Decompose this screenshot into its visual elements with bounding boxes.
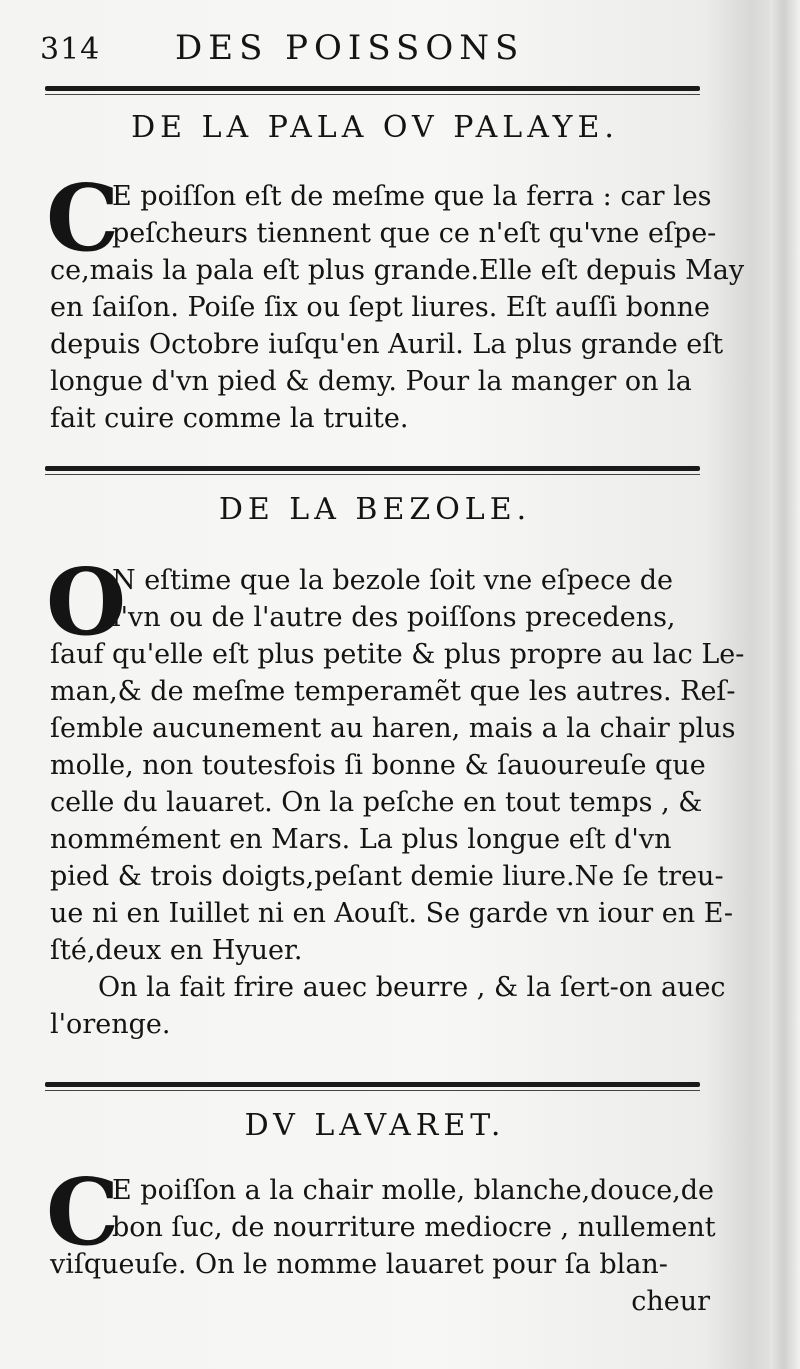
section-text-lavaret [46, 1158, 716, 1320]
section-heading-pala: DE LA PALA OV PALAYE. [131, 110, 619, 145]
section-text-pala [46, 164, 745, 437]
text-line: E poiſſon eſt de meſme que la ferra : car les [112, 181, 712, 212]
section-rule [45, 1082, 700, 1087]
text-line: ue ni en Iuillet ni en Aouſt. Se garde vn iour en E- [50, 898, 734, 929]
running-head [40, 22, 720, 74]
text-line: man,& de meſme temperamẽt que les autres. Reſ- [50, 676, 736, 707]
text-line: ſauf qu'elle eſt plus petite & plus propre au lac Le- [50, 639, 745, 670]
text-line: bon ſuc, de nourriture mediocre , nullement [112, 1212, 716, 1243]
text-line: celle du lauaret. On la peſche en tout temps , & [50, 787, 703, 818]
running-title: DES POISSONS [175, 28, 525, 68]
text-line: ſemble aucunement au haren, mais a la chair plus [50, 713, 736, 744]
text-line: l'orenge. [50, 1009, 171, 1040]
text-line: E poiſſon a la chair molle, blanche,douce,de [112, 1175, 715, 1206]
catchword: cheur [631, 1286, 710, 1317]
section-heading-bezole: DE LA BEZOLE. [218, 492, 532, 527]
text-line: On la fait frire auec beurre , & la ſert-on auec [98, 972, 726, 1003]
text-line: molle, non toutesfois ſi bonne & ſauoureuſe que [50, 750, 706, 781]
text-line: pied & trois doigts,peſant demie liure.Ne ſe treu- [50, 861, 724, 892]
drop-cap: C [46, 164, 120, 272]
text-line: fait cuire comme la truite. [50, 403, 409, 434]
text-line: depuis Octobre iuſqu'en Auril. La plus grande eſt [50, 329, 724, 360]
header-rule [45, 86, 700, 91]
text-line: peſcheurs tiennent que ce n'eſt qu'vne eſpe- [112, 218, 717, 249]
page-number: 314 [40, 32, 101, 67]
text-line: viſqueuſe. On le nomme lauaret pour ſa blan- [50, 1249, 668, 1280]
text-line: nommément en Mars. La plus longue eſt d'vn [50, 824, 672, 855]
page-edge-shadow [770, 0, 800, 1369]
text-line: longue d'vn pied & demy. Pour la manger on la [50, 366, 692, 397]
drop-cap: C [46, 1158, 120, 1266]
text-line: ſté,deux en Hyuer. [50, 935, 303, 966]
drop-cap: O [46, 548, 127, 656]
text-line: en ſaiſon. Poiſe ſix ou ſept liures. Eſt auſſi bonne [50, 292, 711, 323]
text-line: l'vn ou de l'autre des poiſſons precedens, [112, 602, 676, 633]
section-text-bezole [46, 548, 745, 1043]
section-rule [45, 466, 700, 471]
text-line: ce,mais la pala eſt plus grande.Elle eſt depuis May [50, 255, 745, 286]
text-line: N eſtime que la bezole ſoit vne eſpece de [112, 565, 674, 596]
section-heading-lavaret: DV LAVARET. [244, 1108, 506, 1143]
